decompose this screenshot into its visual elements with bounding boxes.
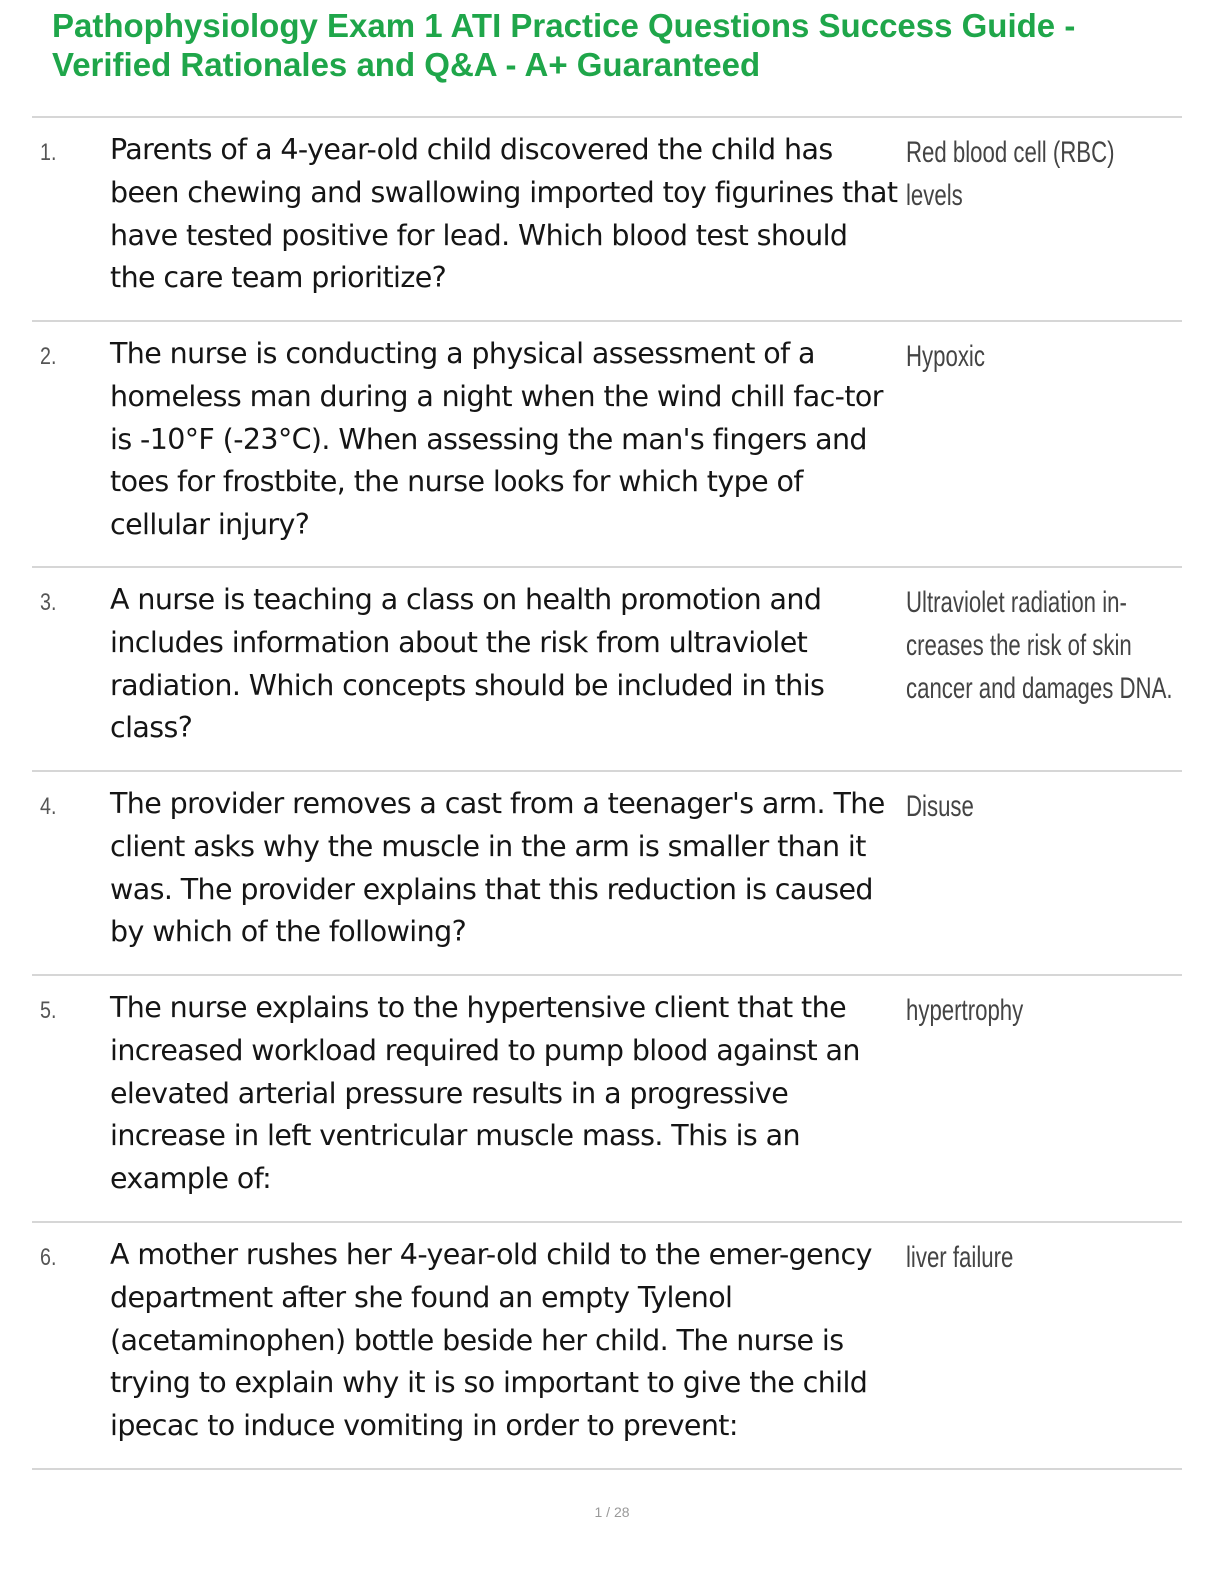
document-title: Pathophysiology Exam 1 ATI Practice Questions Success Guide - Verified Rationales and Q&A - A+ Guaranteed xyxy=(52,7,1076,83)
answer-text: liver failure xyxy=(906,1241,1014,1274)
question-row xyxy=(32,118,1182,322)
question-text: The nurse is conducting a physical assessment of a homeless man during a night when the wind chill fac-tor is -10°F (-23°C). When assessing the man's fingers and toes for frostbite, the nurse looks for which type of cellular injury? xyxy=(110,337,883,542)
question-number: 3. xyxy=(40,589,57,616)
question-text: The nurse explains to the hypertensive client that the increased workload required to pump blood against an elevated arterial pressure results in a progressive increase in left ventricular muscle mass. This is an example of: xyxy=(110,991,860,1196)
question-number: 2. xyxy=(40,343,57,370)
page-number: 1 / 28 xyxy=(594,1504,630,1520)
answer-text: Ultraviolet radiation in-creases the risk of skin cancer and damages DNA. xyxy=(906,586,1173,705)
question-text: Parents of a 4-year-old child discovered the child has been chewing and swallowing imported toy figurines that have tested positive for lead. Which blood test should the care team prioritize? xyxy=(110,133,898,295)
question-number: 6. xyxy=(40,1244,57,1271)
question-row xyxy=(32,322,1182,568)
question-text: The provider removes a cast from a teenager's arm. The client asks why the muscle in the arm is smaller than it was. The provider explains that this reduction is caused by which of the following? xyxy=(110,787,885,949)
question-number: 4. xyxy=(40,793,57,820)
question-row xyxy=(32,976,1182,1223)
question-text: A mother rushes her 4-year-old child to the emer-gency department after she found an empty Tylenol (acetaminophen) bottle beside her child. The nurse is trying to explain why it is so important to give the child ipecac to induce vomiting in order to prevent: xyxy=(110,1238,872,1443)
question-row xyxy=(32,568,1182,772)
answer-text: Disuse xyxy=(906,790,974,823)
answer-text: Hypoxic xyxy=(906,340,985,373)
question-text: A nurse is teaching a class on health promotion and includes information about the risk from ultraviolet radiation. Which concepts should be included in this class? xyxy=(110,583,825,745)
answer-text: hypertrophy xyxy=(906,994,1024,1027)
answer-text: Red blood cell (RBC) levels xyxy=(906,136,1115,212)
question-row xyxy=(32,1223,1182,1470)
question-number: 5. xyxy=(40,997,57,1024)
question-row xyxy=(32,772,1182,976)
question-list xyxy=(32,118,1182,1470)
question-number: 1. xyxy=(40,139,57,166)
